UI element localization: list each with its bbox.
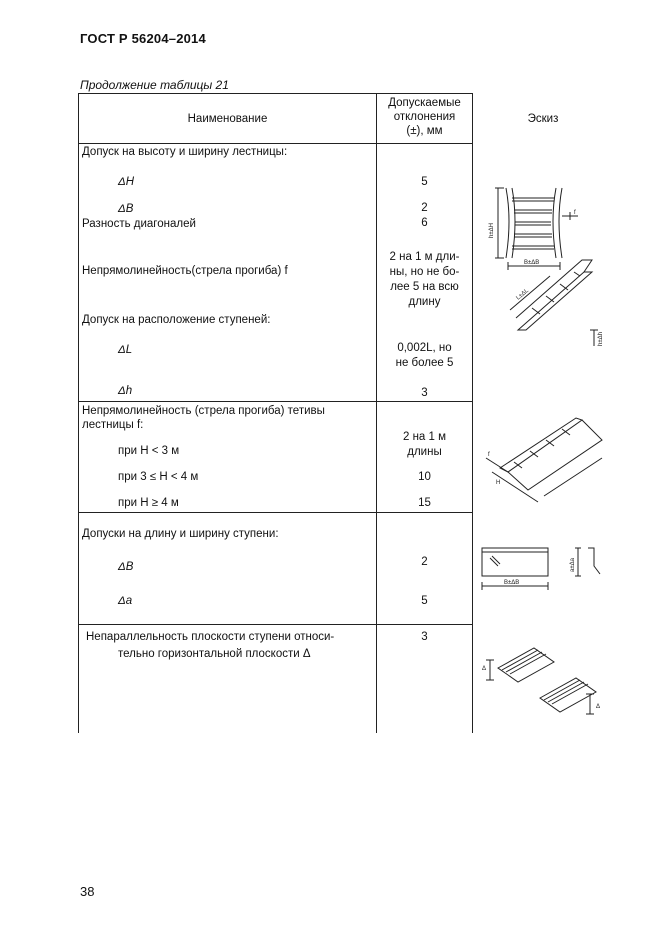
row-label-dB: ΔB (118, 203, 134, 215)
row-value-dH: 5 (421, 176, 428, 188)
column-header-sketch: Эскиз (527, 113, 559, 125)
row-value-dB: 2 (421, 202, 428, 214)
col-divider (78, 93, 79, 733)
row-label-dH: ΔH (118, 176, 135, 188)
row-divider (78, 624, 473, 625)
row-title-line: лестницы f: (82, 419, 144, 431)
value-line: не более 5 (395, 357, 454, 369)
row-value-nonparallelism: 3 (421, 631, 428, 643)
row-value-diagonals: 6 (421, 217, 428, 229)
sketch-label-f: f (488, 452, 490, 458)
row-divider (78, 401, 473, 402)
document-code: ГОСТ Р 56204–2014 (80, 31, 206, 46)
header-bottom-border (78, 143, 473, 144)
value-line: лее 5 на всю (390, 281, 459, 293)
column-header-name: Наименование (187, 113, 268, 125)
sketch-label-h: H (496, 480, 501, 486)
row-label-dB: ΔB (118, 561, 134, 573)
sketch-label-f: f (574, 210, 576, 216)
ladder-dimensions-sketch (488, 180, 608, 350)
value-line: длину (408, 296, 441, 308)
value-line: длины (407, 446, 442, 458)
row-value-da: 5 (421, 595, 428, 607)
sketch-label-hh: h±Δh (598, 332, 604, 346)
column-header-tolerance-line: (±), мм (406, 125, 443, 137)
step-plate-sketch (478, 538, 608, 594)
table-caption: Продолжение таблицы 21 (80, 78, 229, 92)
sketch-label-b: B±ΔB (504, 580, 520, 586)
row-label-dh: Δh (118, 385, 133, 397)
row-label-dL: ΔL (118, 344, 133, 356)
row-label-h-ge-4: при H ≥ 4 м (118, 497, 179, 509)
row-title-line: тельно горизонтальной плоскости Δ (118, 648, 311, 660)
row-value-dh: 3 (421, 387, 428, 399)
sketch-label-delta: Δ (596, 704, 601, 710)
row-title: Допуски на длину и ширину ступени: (82, 528, 279, 540)
row-title: Допуск на высоту и ширину лестницы: (82, 146, 288, 158)
row-title-line: Непрямолинейность (стрела прогиба) тетивы (82, 405, 325, 417)
row-label-step-position: Допуск на расположение ступеней: (82, 314, 271, 326)
col-divider (472, 93, 473, 733)
value-line: 0,002L, но (397, 342, 452, 354)
sketch-label-b: B±ΔB (524, 260, 540, 266)
row-label-h-3-4: при 3 ≤ H < 4 м (118, 471, 199, 483)
page-number: 38 (80, 884, 95, 899)
column-header-tolerance-line: Допускаемые (388, 97, 461, 109)
sketch-label-h: h±ΔH (489, 223, 495, 238)
sketch-label-a: a±Δa (570, 558, 576, 572)
row-value-h-ge-4: 15 (418, 497, 431, 509)
sketch-label-l: L±ΔL (515, 287, 530, 302)
value-line: 2 на 1 м дли- (389, 251, 460, 263)
stringer-sketch (478, 410, 608, 505)
nonparallelism-sketch (478, 638, 608, 718)
column-header-tolerance-line: отклонения (393, 111, 456, 123)
row-value-h-3-4: 10 (418, 471, 431, 483)
row-title-line: Непараллельность плоскости ступени относи- (86, 631, 335, 643)
row-label-straightness: Непрямолинейность(стрела прогиба) f (82, 265, 288, 277)
sketch-label-delta: Δ (482, 666, 487, 672)
row-value-dB: 2 (421, 556, 428, 568)
value-line: ны, но не бо- (389, 266, 460, 278)
value-line: 2 на 1 м (402, 431, 447, 443)
row-label-da: Δa (118, 595, 133, 607)
row-label-diagonals: Разность диагоналей (82, 218, 196, 230)
row-divider (78, 512, 473, 513)
table-top-border (78, 93, 473, 94)
row-label-h-lt-3: при H < 3 м (118, 445, 180, 457)
